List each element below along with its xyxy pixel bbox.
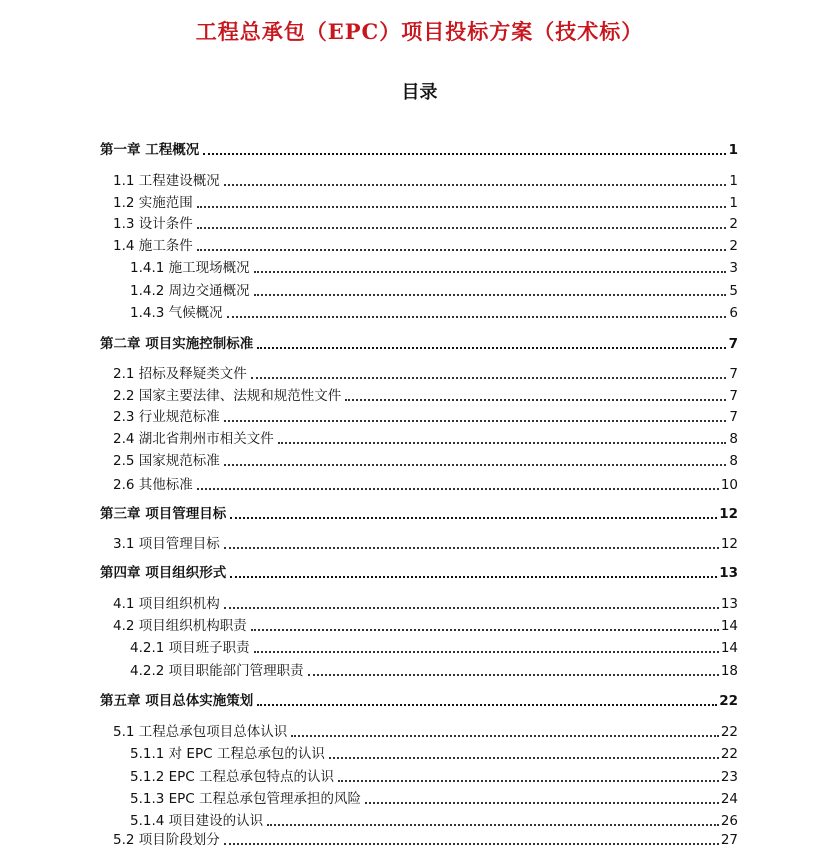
toc-entry-label: 5.1.2 EPC 工程总承包特点的认识: [130, 769, 335, 785]
toc-entry-label: 第四章 项目组织形式: [100, 565, 227, 581]
dot-leader: [365, 802, 719, 804]
toc-entry[interactable]: [113, 429, 738, 449]
toc-entry[interactable]: [130, 258, 738, 278]
toc-entry-label: 2.2 国家主要法律、法规和规范性文件: [113, 388, 342, 404]
toc-entry-label: 1.1 工程建设概况: [113, 173, 220, 189]
toc-entry-label: 4.2 项目组织机构职责: [113, 618, 247, 634]
toc-page-number: 8: [729, 431, 738, 447]
toc-page-number: 3: [729, 260, 738, 276]
toc-entry[interactable]: [113, 722, 738, 742]
toc-entry-label: 5.1.1 对 EPC 工程总承包的认识: [130, 746, 325, 762]
dot-leader: [251, 377, 726, 379]
toc-chapter-entry[interactable]: [100, 563, 738, 583]
dot-leader: [203, 153, 726, 155]
toc-page-number: 23: [720, 769, 738, 785]
toc-entry[interactable]: [130, 811, 738, 831]
toc-page-number: 8: [729, 453, 738, 469]
toc-page-number: 6: [729, 305, 738, 321]
toc-entry[interactable]: [113, 171, 738, 191]
dot-leader: [338, 780, 719, 782]
toc-entry[interactable]: [113, 407, 738, 427]
toc-entry-label: 4.2.1 项目班子职责: [130, 640, 250, 656]
toc-entry-label: 1.4.1 施工现场概况: [130, 260, 250, 276]
toc-page-number: 13: [720, 596, 738, 612]
toc-page-number: 1: [729, 173, 738, 189]
toc-entry[interactable]: [130, 744, 738, 764]
dot-leader: [224, 607, 719, 609]
dot-leader: [278, 442, 726, 444]
toc-entry[interactable]: [113, 364, 738, 384]
toc-page-number: 7: [729, 388, 738, 404]
toc-entry-label: 5.1 工程总承包项目总体认识: [113, 724, 288, 740]
toc-chapter-entry[interactable]: [100, 334, 738, 354]
toc-page-number: 7: [729, 409, 738, 425]
dot-leader: [224, 464, 726, 466]
toc-entry-label: 第一章 工程概况: [100, 142, 200, 158]
toc-entry-label: 3.1 项目管理目标: [113, 536, 220, 552]
dot-leader: [224, 420, 726, 422]
toc-entry-label: 5.1.4 项目建设的认识: [130, 813, 264, 829]
dot-leader: [254, 294, 726, 296]
dot-leader: [257, 347, 726, 349]
toc-page-number: 7: [728, 336, 738, 352]
toc-page-number: 26: [720, 813, 738, 829]
toc-page-number: 13: [719, 565, 738, 581]
toc-entry[interactable]: [113, 236, 738, 256]
toc-page-number: 10: [720, 477, 738, 493]
toc-page-number: 7: [729, 366, 738, 382]
toc-entry-label: 2.5 国家规范标准: [113, 453, 220, 469]
toc-entry[interactable]: [113, 214, 738, 234]
toc-page-number: 5: [729, 283, 738, 299]
dot-leader: [197, 227, 726, 229]
toc-entry[interactable]: [130, 303, 738, 323]
toc-entry-label: 1.4 施工条件: [113, 238, 193, 254]
toc-entry-label: 1.2 实施范围: [113, 195, 193, 211]
toc-entry-label: 4.1 项目组织机构: [113, 596, 220, 612]
toc-page-number: 24: [720, 791, 738, 807]
toc-entry-label: 第三章 项目管理目标: [100, 506, 227, 522]
dot-leader: [329, 757, 719, 759]
dot-leader: [224, 184, 726, 186]
dot-leader: [224, 547, 719, 549]
toc-page-number: 2: [729, 216, 738, 232]
toc-chapter-entry[interactable]: [100, 140, 738, 160]
dot-leader: [197, 488, 719, 490]
toc-entry[interactable]: [113, 594, 738, 614]
dot-leader: [197, 206, 726, 208]
toc-page-number: 22: [720, 724, 738, 740]
toc-entry[interactable]: [130, 789, 738, 809]
toc-page-number: 1: [729, 195, 738, 211]
toc-entry[interactable]: [130, 661, 738, 681]
toc-page-number: 22: [720, 746, 738, 762]
dot-leader: [227, 316, 726, 318]
toc-page-number: 12: [719, 506, 738, 522]
toc-entry-label: 第二章 项目实施控制标准: [100, 336, 254, 352]
toc-page-number: 14: [720, 618, 738, 634]
toc-entry[interactable]: [113, 616, 738, 636]
toc-page-number: 18: [720, 663, 738, 679]
dot-leader: [251, 629, 719, 631]
dot-leader: [291, 735, 719, 737]
toc-page-number: 2: [729, 238, 738, 254]
toc-entry[interactable]: [113, 830, 738, 850]
toc-page-number: 14: [720, 640, 738, 656]
dot-leader: [345, 399, 726, 401]
dot-leader: [197, 249, 726, 251]
toc-entry-label: 2.3 行业规范标准: [113, 409, 220, 425]
dot-leader: [230, 576, 717, 578]
toc-entry[interactable]: [113, 451, 738, 471]
toc-entry[interactable]: [113, 193, 738, 213]
toc-page-number: 12: [720, 536, 738, 552]
dot-leader: [267, 824, 719, 826]
toc-entry-label: 1.3 设计条件: [113, 216, 193, 232]
toc-entry-label: 2.4 湖北省荆州市相关文件: [113, 431, 274, 447]
toc-entry-label: 1.4.2 周边交通概况: [130, 283, 250, 299]
dot-leader: [230, 517, 717, 519]
toc-entry-label: 5.2 项目阶段划分: [113, 832, 220, 848]
toc-page-number: 1: [728, 142, 738, 158]
toc-entry-label: 1.4.3 气候概况: [130, 305, 223, 321]
dot-leader: [308, 674, 719, 676]
toc-entry-label: 2.1 招标及释疑类文件: [113, 366, 247, 382]
toc-entry-label: 第五章 项目总体实施策划: [100, 693, 254, 709]
toc-entry[interactable]: [113, 386, 738, 406]
toc-entry[interactable]: [130, 638, 738, 658]
toc-entry[interactable]: [113, 534, 738, 554]
toc-entry-label: 2.6 其他标准: [113, 477, 193, 493]
toc-entry-label: 5.1.3 EPC 工程总承包管理承担的风险: [130, 791, 362, 807]
toc-entry[interactable]: [113, 475, 738, 495]
toc-chapter-entry[interactable]: [100, 504, 738, 524]
toc-chapter-entry[interactable]: [100, 691, 738, 711]
dot-leader: [257, 704, 717, 706]
dot-leader: [254, 271, 726, 273]
dot-leader: [224, 843, 719, 845]
toc-entry[interactable]: [130, 281, 738, 301]
toc-entry-label: 4.2.2 项目职能部门管理职责: [130, 663, 304, 679]
toc-page-number: 27: [720, 832, 738, 848]
toc-heading: 目录: [401, 82, 438, 103]
toc-entry[interactable]: [130, 767, 738, 787]
dot-leader: [254, 651, 719, 653]
document-title: 工程总承包（EPC）项目投标方案（技术标）: [195, 19, 644, 44]
toc-page-number: 22: [719, 693, 738, 709]
